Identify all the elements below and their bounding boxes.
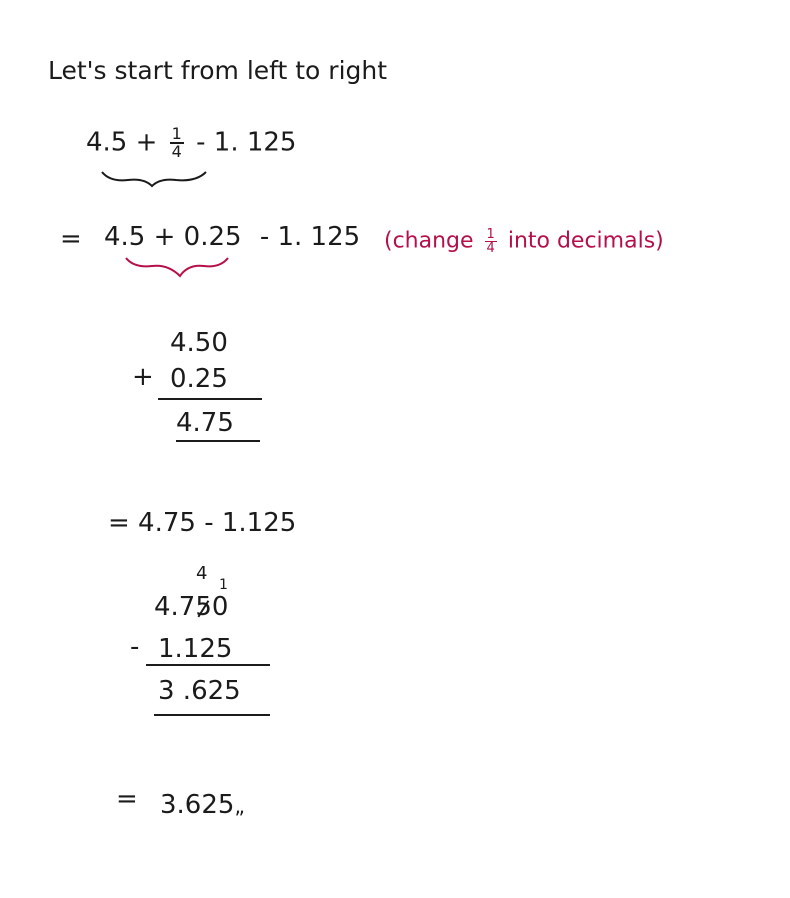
expression-1-right: - 1. 125 bbox=[196, 127, 297, 158]
addition-rule-top bbox=[158, 398, 262, 400]
margin-note bbox=[384, 228, 664, 255]
final-answer bbox=[160, 792, 245, 818]
note-fraction-one-quarter bbox=[485, 228, 497, 255]
addition-bottom: 0.25 bbox=[170, 364, 228, 394]
addition-operator: + bbox=[132, 362, 154, 392]
subtraction-top bbox=[154, 594, 228, 620]
addition-top: 4.50 bbox=[170, 328, 228, 358]
note-start: (change bbox=[384, 228, 474, 254]
subtraction-result: 3 .625 bbox=[158, 676, 241, 706]
subtraction-bottom: 1.125 bbox=[158, 634, 233, 664]
fraction-denominator: 4 bbox=[171, 142, 182, 161]
crossed-out-digit: 5 bbox=[195, 592, 212, 622]
equals-sign-line-2: = bbox=[60, 224, 82, 254]
final-equals-sign: = bbox=[116, 784, 138, 814]
note-fraction-denominator: 4 bbox=[486, 241, 495, 256]
underbrace-1 bbox=[100, 168, 210, 192]
intro-text: Let's start from left to right bbox=[48, 56, 388, 85]
final-answer-mark: „ bbox=[234, 794, 245, 818]
fraction-numerator: 1 bbox=[171, 124, 182, 143]
addition-result: 4.75 bbox=[176, 408, 234, 438]
subtraction-rule-bottom bbox=[154, 714, 270, 716]
borrow-digit: 4 bbox=[196, 563, 208, 584]
borrow-carry-one: 1 bbox=[219, 577, 228, 593]
note-fraction-numerator: 1 bbox=[486, 227, 495, 242]
expression-line-3: = 4.75 - 1.125 bbox=[108, 508, 297, 538]
expression-line-1 bbox=[86, 126, 296, 160]
subtraction-top-end: 0 bbox=[211, 592, 229, 622]
subtraction-rule-top bbox=[146, 664, 270, 666]
addition-rule-bottom bbox=[176, 440, 260, 442]
note-end: into decimals) bbox=[507, 228, 664, 254]
expression-1-left: 4.5 + bbox=[86, 127, 158, 158]
underbrace-2 bbox=[124, 254, 234, 280]
subtraction-operator: - bbox=[130, 632, 140, 662]
subtraction-top-start: 4.7 bbox=[154, 592, 196, 622]
expression-2-right: - 1. 125 bbox=[259, 222, 361, 252]
expression-2-left: 4.5 + 0.25 bbox=[104, 222, 242, 252]
final-answer-value: 3.625 bbox=[160, 790, 235, 820]
fraction-one-quarter bbox=[170, 126, 184, 160]
expression-line-2 bbox=[104, 224, 360, 250]
